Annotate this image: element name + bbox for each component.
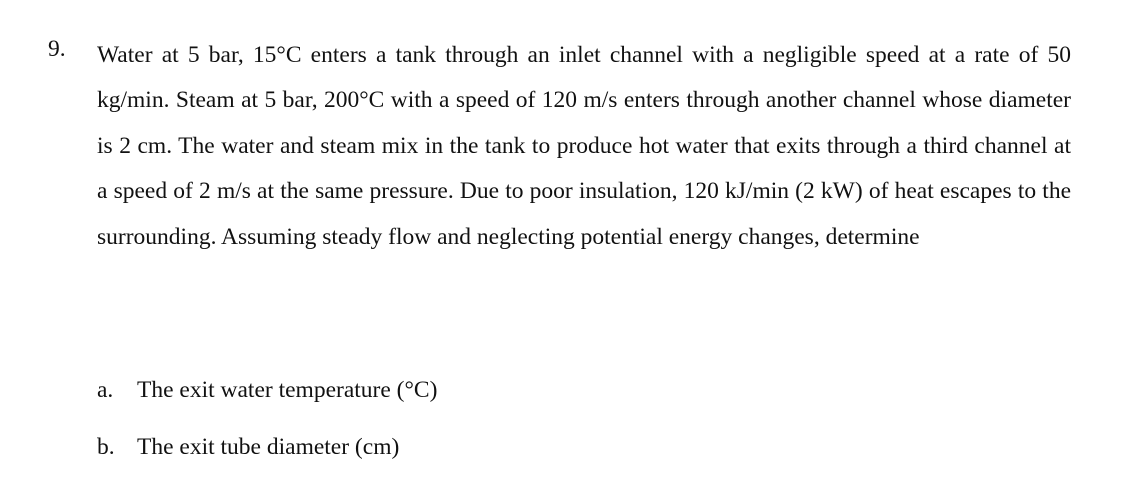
question-number: 9. [48, 36, 66, 62]
question-text: Water at 5 bar, 15°C enters a tank through an inlet channel with a negligible speed at a rate of 50 kg/min. Steam at 5 bar, 200°C with a speed of 120 m/s enters through another channel whose diameter is 2 cm. The water and steam mix in the tank to produce hot water that exits through a third channel at a speed of 2 m/s at the same pressure. Due to poor insulation, 120 kJ/min (2 kW) of heat escapes to the surrounding. Assuming steady flow and neglecting potential energy changes, determine [97, 42, 1071, 250]
sub-question-label: a. [97, 377, 114, 403]
sub-question-text: The exit water temperature (°C) [137, 377, 438, 403]
sub-question-text: The exit tube diameter (cm) [137, 434, 400, 460]
sub-question-label: b. [97, 434, 115, 460]
